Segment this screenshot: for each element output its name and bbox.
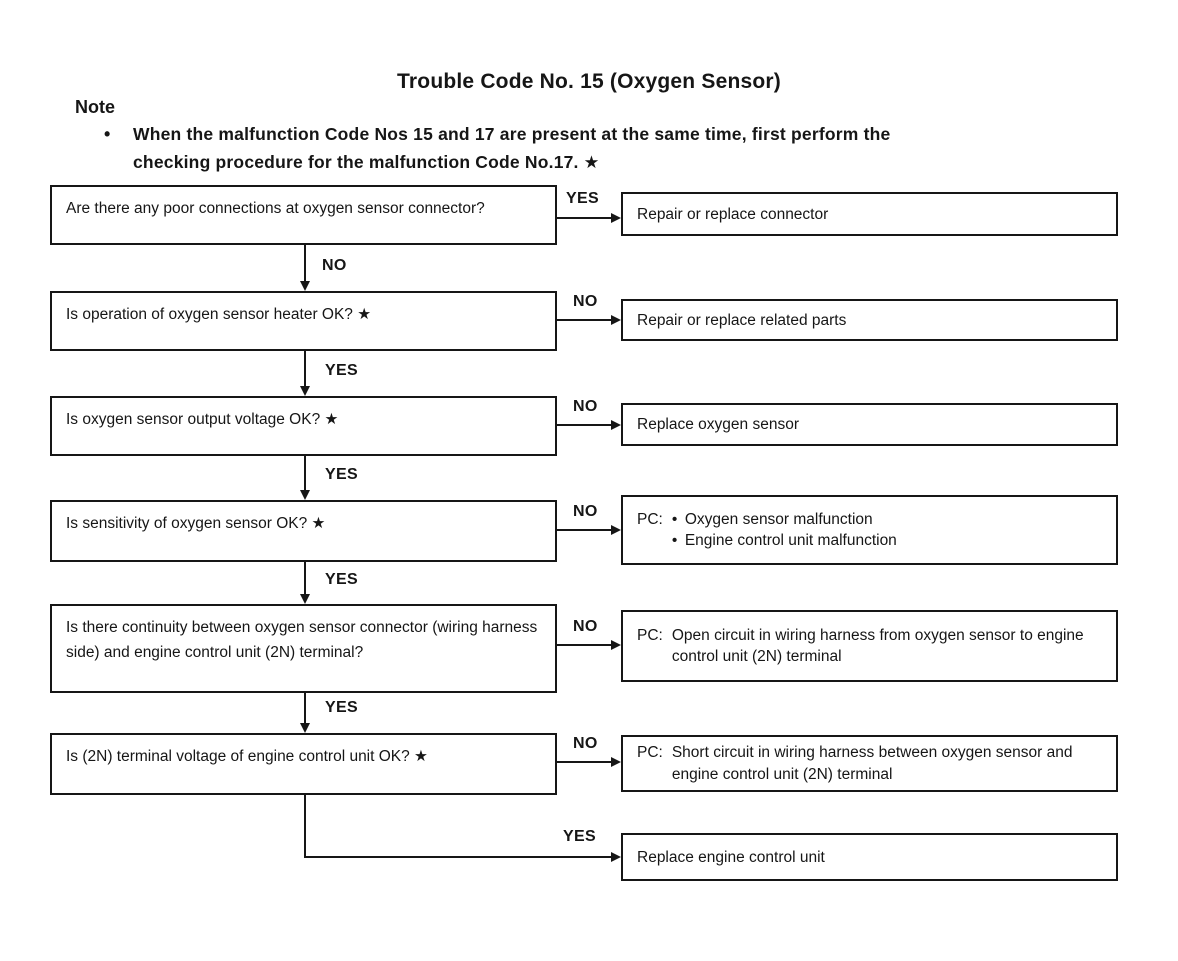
question-text-3: Is oxygen sensor output voltage OK? ★ — [66, 411, 339, 428]
result-body: Open circuit in wiring harness from oxygen sensor to engine control unit (2N) terminal — [671, 626, 1084, 665]
result-text-final: Replace engine control unit — [637, 848, 825, 866]
branch-label-6: NO — [573, 735, 598, 752]
question-text-1: Are there any poor connections at oxygen sensor connector? — [66, 200, 485, 217]
arrow-right-icon — [611, 315, 621, 325]
branch-line-4 — [557, 529, 612, 531]
question-box-4 — [50, 500, 557, 562]
flow-line-3 — [304, 456, 306, 492]
pc-prefix: PC: — [637, 626, 663, 644]
branch-label-5: NO — [573, 618, 598, 635]
branch-label-4: NO — [573, 503, 598, 520]
arrow-down-icon — [300, 386, 310, 396]
branch-line-1 — [557, 217, 612, 219]
flow-label-1: NO — [322, 257, 347, 274]
flow-line-1 — [304, 245, 306, 283]
question-text-5: Is there continuity between oxygen sensor connector (wiring harness side) and engine control unit (2N) terminal? — [66, 619, 538, 661]
branch-label-1: YES — [566, 190, 599, 207]
question-box-6 — [50, 733, 557, 795]
branch-label-2: NO — [573, 293, 598, 310]
question-box-3 — [50, 396, 557, 456]
result-body: Short circuit in wiring harness between oxygen sensor and engine control unit (2N) terminal — [671, 744, 1073, 783]
result-box-5 — [621, 610, 1118, 682]
question-box-2 — [50, 291, 557, 351]
page-title: Trouble Code No. 15 (Oxygen Sensor) — [397, 70, 781, 93]
pc-prefix: PC: — [637, 744, 663, 761]
arrow-right-icon — [611, 525, 621, 535]
flow-label-2: YES — [325, 362, 358, 379]
result-bullet-item — [672, 509, 897, 531]
result-item-text: Engine control unit malfunction — [684, 532, 897, 549]
branch-line-2 — [557, 319, 612, 321]
result-bullet-list — [672, 509, 897, 552]
result-text-6 — [637, 742, 1104, 785]
question-text-4: Is sensitivity of oxygen sensor OK? ★ — [66, 515, 326, 532]
final-elbow-horizontal-line — [304, 856, 612, 858]
result-box-4 — [621, 495, 1118, 565]
flow-label-4: YES — [325, 571, 358, 588]
note-line-2: checking procedure for the malfunction Code No.17. ★ — [133, 152, 600, 172]
result-box-3 — [621, 403, 1118, 446]
result-text-5 — [637, 625, 1104, 668]
branch-line-5 — [557, 644, 612, 646]
branch-line-3 — [557, 424, 612, 426]
arrow-down-icon — [300, 723, 310, 733]
result-text-2: Repair or replace related parts — [637, 311, 847, 329]
flow-line-2 — [304, 351, 306, 388]
pc-prefix: PC: — [637, 510, 663, 528]
final-branch-label: YES — [563, 828, 596, 845]
branch-line-6 — [557, 761, 612, 763]
flow-label-5: YES — [325, 699, 358, 716]
result-item-text: Oxygen sensor malfunction — [684, 510, 873, 528]
question-text-6: Is (2N) terminal voltage of engine control unit OK? ★ — [66, 748, 428, 765]
arrow-down-icon — [300, 281, 310, 291]
final-elbow-vertical-line — [304, 795, 306, 858]
note-text — [133, 120, 890, 176]
arrow-right-icon — [611, 213, 621, 223]
note — [104, 120, 1144, 176]
result-text-4 — [637, 509, 897, 552]
result-text-3: Replace oxygen sensor — [637, 416, 799, 433]
arrow-down-icon — [300, 490, 310, 500]
flow-label-3: YES — [325, 466, 358, 483]
flow-line-4 — [304, 562, 306, 596]
question-box-5 — [50, 604, 557, 693]
bullet-icon: • — [671, 510, 678, 528]
arrow-down-icon — [300, 594, 310, 604]
arrow-right-icon — [611, 757, 621, 767]
result-bullet-item — [672, 530, 897, 552]
arrow-right-icon — [611, 640, 621, 650]
flow-line-5 — [304, 693, 306, 725]
branch-label-3: NO — [573, 398, 598, 415]
question-text-2: Is operation of oxygen sensor heater OK? ★ — [66, 306, 372, 323]
result-box-1 — [621, 192, 1118, 236]
result-text-1: Repair or replace connector — [637, 205, 829, 223]
result-box-final — [621, 833, 1118, 881]
question-box-1 — [50, 185, 557, 245]
result-box-2 — [621, 299, 1118, 341]
bullet-icon: • — [104, 124, 111, 144]
note-label: Note — [75, 97, 115, 117]
note-line-1: When the malfunction Code Nos 15 and 17 are present at the same time, first perform the — [133, 124, 891, 144]
arrow-right-icon — [611, 420, 621, 430]
bullet-icon: • — [671, 532, 678, 549]
result-box-6 — [621, 735, 1118, 792]
arrow-right-icon — [611, 852, 621, 862]
